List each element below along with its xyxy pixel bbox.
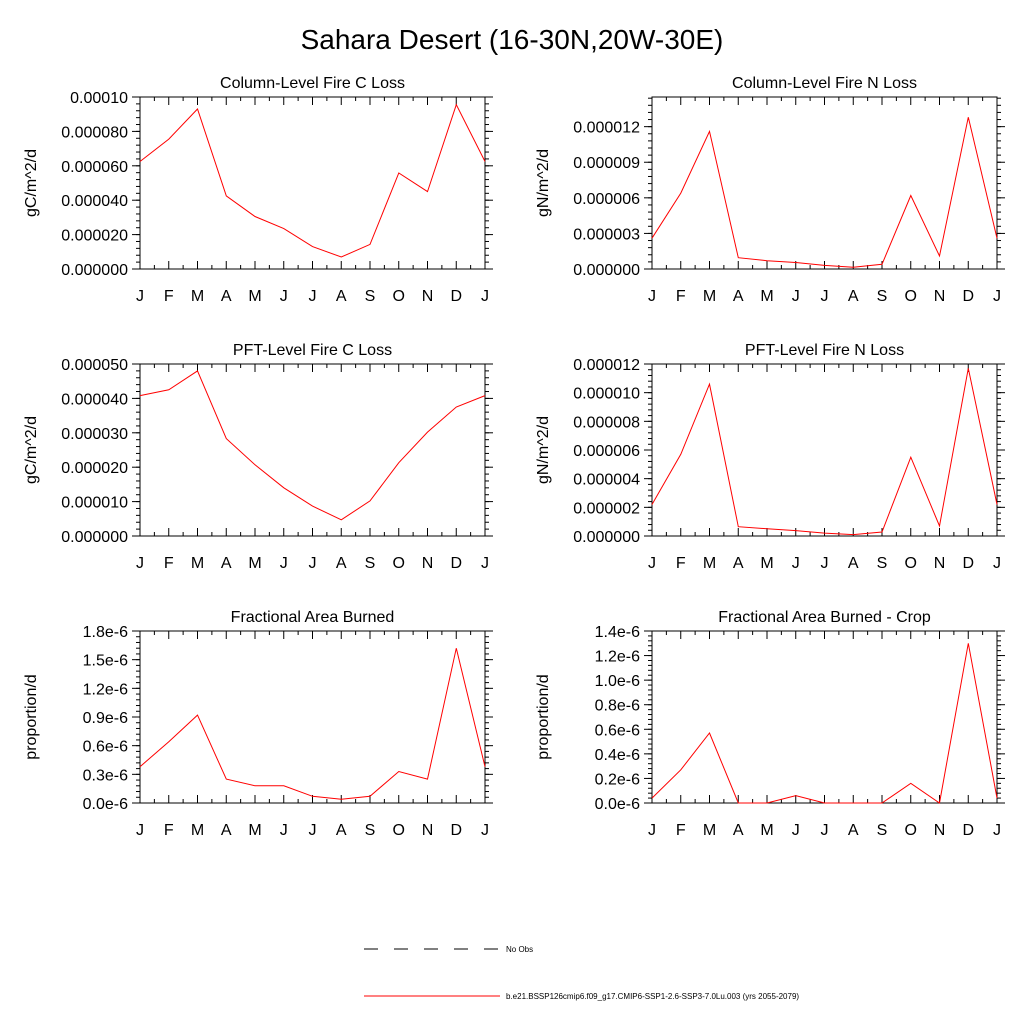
- y-tick-label: 0.9e-6: [82, 710, 128, 727]
- x-tick-label: J: [993, 822, 1001, 839]
- series-line: [652, 117, 997, 267]
- y-tick-label: 0.2e-6: [594, 771, 640, 789]
- y-tick-label: 0.4e-6: [594, 746, 640, 764]
- plot-frame: [140, 97, 485, 269]
- x-tick-label: F: [163, 822, 174, 839]
- y-tick-label: 0.000004: [573, 471, 640, 489]
- y-tick-label: 0.6e-6: [82, 738, 128, 756]
- y-tick-label: 1.5e-6: [82, 652, 128, 670]
- y-tick-label: 0.000020: [61, 460, 128, 478]
- x-tick-label: D: [450, 288, 463, 305]
- x-tick-label: D: [450, 822, 463, 839]
- x-tick-label: A: [220, 555, 232, 572]
- y-tick-label: 0.3e-6: [82, 767, 128, 785]
- plot-frame: [140, 364, 485, 536]
- y-tick-label: 1.0e-6: [594, 673, 640, 691]
- y-axis-label: proportion/d: [23, 674, 40, 760]
- y-tick-label: 0.000002: [573, 500, 640, 518]
- y-tick-label: 0.000009: [573, 155, 640, 173]
- x-tick-label: A: [335, 288, 347, 305]
- plot-frame: [652, 631, 997, 803]
- chart-title: PFT-Level Fire C Loss: [232, 342, 393, 359]
- x-tick-label: M: [190, 555, 205, 572]
- y-tick-label: 0.000012: [573, 119, 640, 137]
- legend: [364, 945, 799, 1001]
- y-tick-label: 0.000000: [573, 262, 640, 279]
- x-tick-label: N: [421, 288, 434, 305]
- x-tick-label: J: [820, 555, 829, 572]
- x-tick-label: M: [702, 288, 717, 305]
- plot-frame: [140, 631, 485, 803]
- x-tick-label: O: [904, 555, 917, 572]
- x-tick-label: O: [392, 288, 405, 305]
- x-tick-label: J: [136, 288, 144, 305]
- x-tick-label: F: [675, 822, 686, 839]
- y-axis-label: gC/m^2/d: [23, 416, 40, 484]
- x-tick-label: J: [279, 288, 288, 305]
- x-tick-label: F: [675, 288, 686, 305]
- x-tick-label: S: [876, 555, 888, 572]
- y-tick-label: 0.8e-6: [594, 697, 640, 715]
- x-tick-label: J: [279, 555, 288, 572]
- x-tick-label: A: [220, 288, 232, 305]
- x-tick-label: J: [308, 555, 317, 572]
- x-tick-label: S: [364, 822, 376, 839]
- x-tick-label: F: [163, 288, 174, 305]
- y-tick-label: 0.000030: [61, 425, 128, 443]
- y-tick-label: 0.00010: [70, 90, 128, 107]
- legend-label-model: b.e21.BSSP126cmip6.f09_g17.CMIP6-SSP1-2.6-SSP3-7.0Lu.003 (yrs 2055-2079): [506, 992, 800, 1001]
- x-tick-label: A: [335, 555, 347, 572]
- x-tick-label: M: [190, 288, 205, 305]
- x-tick-label: J: [791, 555, 800, 572]
- x-tick-label: A: [732, 555, 744, 572]
- chart-panel-5: [23, 609, 493, 839]
- x-tick-label: J: [481, 822, 489, 839]
- y-axis-label: gC/m^2/d: [23, 149, 40, 217]
- y-axis-label: gN/m^2/d: [535, 149, 552, 217]
- x-tick-label: F: [163, 555, 174, 572]
- x-tick-label: S: [876, 288, 888, 305]
- y-tick-label: 1.8e-6: [82, 624, 128, 641]
- x-tick-label: A: [847, 555, 859, 572]
- series-line: [140, 648, 485, 799]
- y-tick-label: 0.6e-6: [594, 722, 640, 740]
- x-tick-label: M: [760, 822, 774, 839]
- x-tick-label: N: [933, 822, 946, 839]
- x-tick-label: J: [993, 555, 1001, 572]
- y-tick-label: 0.000080: [61, 124, 128, 142]
- y-tick-label: 0.000000: [573, 529, 640, 546]
- y-axis-label: gN/m^2/d: [535, 416, 552, 484]
- y-tick-label: 0.000012: [573, 357, 640, 374]
- x-tick-label: N: [933, 288, 946, 305]
- series-line: [652, 368, 997, 534]
- x-tick-label: M: [248, 288, 262, 305]
- y-tick-label: 0.000040: [61, 193, 128, 211]
- x-tick-label: M: [702, 822, 717, 839]
- x-tick-label: N: [421, 822, 434, 839]
- y-tick-label: 0.000020: [61, 227, 128, 245]
- x-tick-label: O: [904, 822, 917, 839]
- x-tick-label: S: [364, 555, 376, 572]
- plot-frame: [652, 364, 997, 536]
- chart-title: Fractional Area Burned: [230, 609, 395, 626]
- x-tick-label: D: [962, 555, 975, 572]
- chart-panel-2: [535, 75, 1005, 305]
- chart-title: Fractional Area Burned - Crop: [718, 609, 931, 626]
- x-tick-label: M: [760, 555, 774, 572]
- y-tick-label: 0.000006: [573, 190, 640, 208]
- plot-frame: [652, 97, 997, 269]
- chart-title: Column-Level Fire N Loss: [732, 75, 917, 92]
- x-tick-label: S: [364, 288, 376, 305]
- x-tick-label: J: [791, 822, 800, 839]
- x-tick-label: N: [933, 555, 946, 572]
- x-tick-label: J: [993, 288, 1001, 305]
- series-line: [140, 371, 485, 520]
- y-tick-label: 1.2e-6: [594, 648, 640, 666]
- x-tick-label: M: [760, 288, 774, 305]
- x-tick-label: D: [962, 288, 975, 305]
- x-tick-label: J: [648, 288, 656, 305]
- y-tick-label: 0.000050: [61, 357, 128, 374]
- x-tick-label: J: [136, 822, 144, 839]
- series-line: [652, 643, 997, 803]
- x-tick-label: J: [648, 555, 656, 572]
- x-tick-label: J: [481, 288, 489, 305]
- y-tick-label: 0.000003: [573, 226, 640, 244]
- chart-panel-3: [23, 342, 493, 572]
- x-tick-label: J: [308, 288, 317, 305]
- x-tick-label: M: [702, 555, 717, 572]
- y-tick-label: 0.0e-6: [82, 796, 128, 813]
- y-tick-label: 0.000010: [573, 385, 640, 403]
- y-tick-label: 0.000010: [61, 494, 128, 512]
- x-tick-label: D: [962, 822, 975, 839]
- x-tick-label: J: [820, 288, 829, 305]
- chart-panel-6: [535, 609, 1005, 839]
- x-tick-label: M: [248, 555, 262, 572]
- chart-title: PFT-Level Fire N Loss: [744, 342, 905, 359]
- y-tick-label: 0.000040: [61, 391, 128, 409]
- x-tick-label: M: [190, 822, 205, 839]
- x-tick-label: A: [847, 822, 859, 839]
- x-tick-label: A: [732, 288, 744, 305]
- y-tick-label: 1.2e-6: [82, 681, 128, 699]
- chart-title: Column-Level Fire C Loss: [220, 75, 405, 92]
- x-tick-label: A: [220, 822, 232, 839]
- x-tick-label: J: [820, 822, 829, 839]
- x-tick-label: O: [904, 288, 917, 305]
- x-tick-label: J: [279, 822, 288, 839]
- x-tick-label: O: [392, 555, 405, 572]
- x-tick-label: S: [876, 822, 888, 839]
- x-tick-label: J: [791, 288, 800, 305]
- y-axis-label: proportion/d: [535, 674, 552, 760]
- y-tick-label: 0.000060: [61, 158, 128, 176]
- y-tick-label: 0.0e-6: [594, 796, 640, 813]
- y-tick-label: 1.4e-6: [594, 624, 640, 641]
- x-tick-label: A: [732, 822, 744, 839]
- legend-label-obs: No Obs: [506, 945, 534, 954]
- chart-panel-1: [23, 75, 493, 305]
- x-tick-label: J: [481, 555, 489, 572]
- x-tick-label: J: [308, 822, 317, 839]
- x-tick-label: N: [421, 555, 434, 572]
- y-tick-label: 0.000006: [573, 443, 640, 460]
- y-tick-label: 0.000000: [61, 529, 128, 546]
- series-line: [140, 105, 485, 257]
- x-tick-label: A: [847, 288, 859, 305]
- y-tick-label: 0.000008: [573, 414, 640, 432]
- x-tick-label: O: [392, 822, 405, 839]
- y-tick-label: 0.000000: [61, 262, 128, 279]
- x-tick-label: J: [136, 555, 144, 572]
- chart-panel-4: [535, 342, 1005, 572]
- x-tick-label: F: [675, 555, 686, 572]
- page-title: Sahara Desert (16-30N,20W-30E): [300, 24, 724, 55]
- x-tick-label: J: [648, 822, 656, 839]
- x-tick-label: D: [450, 555, 463, 572]
- x-tick-label: M: [248, 822, 262, 839]
- x-tick-label: A: [335, 822, 347, 839]
